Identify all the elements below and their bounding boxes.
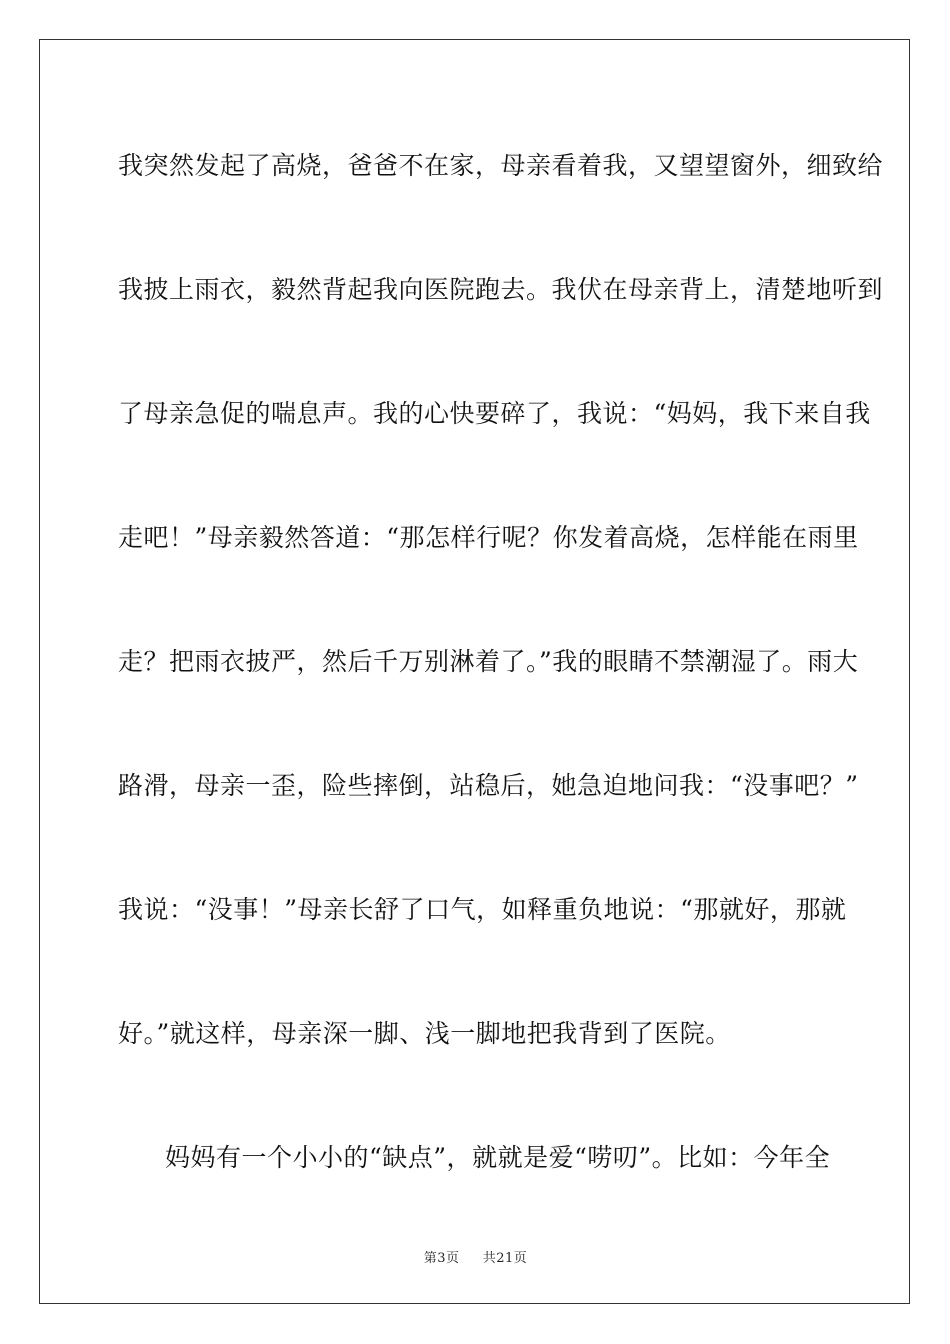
document-body: [118, 135, 884, 1251]
paragraph-line-indented: 妈妈有一个小小的“缺点”，就就是爱“唠叨”。比如：今年全: [165, 1143, 831, 1172]
paragraph-line: 我说：“没事！”母亲长舒了口气，如释重负地说：“那就好，那就: [118, 895, 847, 924]
paragraph-line: 路滑，母亲一歪，险些摔倒，站稳后，她急迫地问我：“没事吧？”: [118, 771, 859, 800]
paragraph-line: 走吧！”母亲毅然答道：“那怎样行呢？你发着高烧，怎样能在雨里: [118, 523, 859, 552]
paragraph-line: 好。”就这样，母亲深一脚、浅一脚地把我背到了医院。: [118, 1019, 731, 1048]
page-frame: [39, 39, 910, 1304]
paragraph-line: 走？把雨衣披严，然后千万别淋着了。”我的眼睛不禁潮湿了。雨大: [118, 647, 859, 676]
page-number: 第3页: [423, 1251, 460, 1266]
page-footer: [40, 1247, 911, 1266]
page-total: 共21页: [482, 1251, 528, 1266]
paragraph-line: 我突然发起了高烧，爸爸不在家，母亲看着我，又望望窗外，细致给: [118, 151, 884, 180]
paragraph-line: 了母亲急促的喘息声。我的心快要碎了，我说：“妈妈，我下来自我: [118, 399, 871, 428]
paragraph-line: 我披上雨衣，毅然背起我向医院跑去。我伏在母亲背上，清楚地听到: [118, 275, 884, 304]
